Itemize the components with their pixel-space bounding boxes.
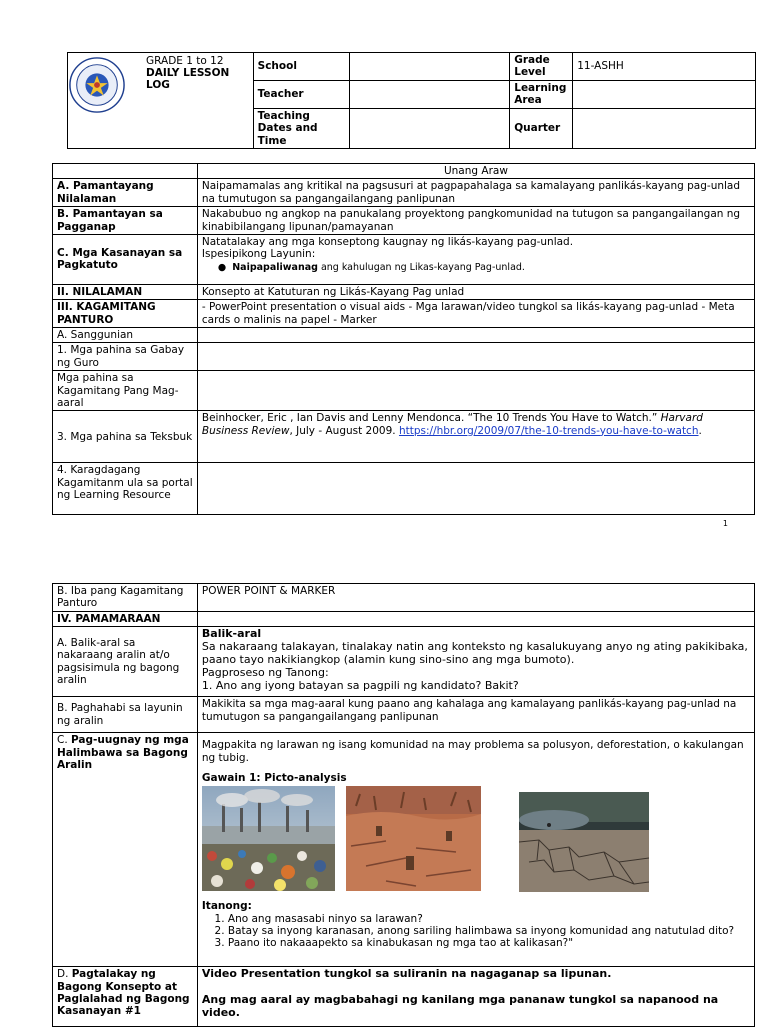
pag-uugnay-cell-label xyxy=(53,733,198,967)
balik-aral-label: A. Balik-aral sa nakaraang aralin at/o pagsisimula ng bagong aralin xyxy=(53,627,198,697)
pamamaraan-label: IV. PAMAMARAAN xyxy=(53,611,198,626)
kasanayan-cell xyxy=(197,234,754,284)
balik-aral-question: 1. Ano ang iyong batayan sa pagpili ng kandidato? Bakit? xyxy=(201,679,519,692)
pagtalakay-cell xyxy=(197,967,754,1027)
teksbuk-link[interactable]: https://hbr.org/2009/07/the-10-trends-you-have-to-watch xyxy=(398,424,699,437)
pagtalakay-label: Pagtalakay ng Bagong Konsepto at Paglalahad ng Bagong Kasanayan #1 xyxy=(57,968,190,1018)
teksbuk-period: . xyxy=(698,424,702,437)
header-logo-cell xyxy=(68,53,254,149)
paghahabi-label: B. Paghahabi sa layunin ng aralin xyxy=(53,697,198,733)
kagamitang-panturo-value: - PowerPoint presentation o visual aids - Mga larawan/video tungkol sa likás-kayang pag-unlad - Meta cards o malinis na papel - Marker xyxy=(197,300,754,328)
picto-images xyxy=(202,786,750,896)
pamantayan-pagganap-value: Nakabubuo ng angkop na panukalang proyektong pangkomunidad na tutugon sa pangangailangan ng kinabibilangang lipunan/pamayanan xyxy=(197,207,754,235)
itanong-list xyxy=(202,913,750,950)
pagproseso-label: Pagproseso ng Tanong: xyxy=(201,666,329,680)
kasanayan-line2: Ispesipikong Layunin: xyxy=(201,248,316,261)
dates-value xyxy=(349,108,510,148)
log-title: DAILY LESSON LOG xyxy=(146,67,230,92)
quarter-value xyxy=(573,108,756,148)
paghahabi-value: Makikita sa mga mag-aaral kung paano ang kahalaga ang kamalayang panlikás-kayang pag-unlad na tumutugon sa pangangailangang panlipunan xyxy=(197,697,754,733)
grade-level-value: 11-ASHH xyxy=(573,53,756,81)
itanong-item: 2. Batay sa inyong karanasan, anong sariling halimbawa sa inyong komunidad ang natutulad dito? xyxy=(228,925,750,937)
balik-aral-text: Sa nakaraang talakayan, tinalakay natin ang konteksto ng kasalukuyang anyo ng ating pakikibaka, paano tayo nakikiangkop (alamin kung sino-sino ang mga bumoto). xyxy=(201,640,748,667)
teksbuk-date: , July - August 2009. xyxy=(289,424,399,437)
learning-area-label: Learning Area xyxy=(510,81,573,109)
teksbuk-journal: Harvard Business Review xyxy=(201,412,703,437)
grade-level-label: Grade Level xyxy=(510,53,573,81)
kasanayan-bullet xyxy=(202,262,750,273)
pamantayang-nilalaman-value: Naipamamalas ang kritikal na pagsusuri at pagpapahalaga sa kamalayang panlikás-kayang pag-unlad na tumutugon sa pangangailangang panlipunan xyxy=(197,179,754,207)
pagtalakay-line1: Video Presentation tungkol sa suliranin na nagaganap sa lipunan. xyxy=(201,967,612,981)
itanong-item: 3. Paano ito nakaaapekto sa kinabukasan ng mga tao at kalikasan?" xyxy=(228,937,750,949)
karagdagang-kagamitan-label: 4. Karagdagang Kagamitanm ula sa portal ng Learning Resource xyxy=(53,463,198,515)
nilalaman-label: II. NILALAMAN xyxy=(53,284,198,299)
pag-uugnay-prefix: C. xyxy=(57,734,72,747)
quarter-label: Quarter xyxy=(510,108,573,148)
header-table xyxy=(67,52,756,149)
kasanayan-line1: Natatalakay ang mga konseptong kaugnay ng likás-kayang pag-unlad. xyxy=(201,235,574,248)
learning-area-value xyxy=(573,81,756,109)
pagtalakay-prefix: D. xyxy=(57,968,72,981)
balik-aral-cell xyxy=(197,627,754,697)
sanggunian-label: A. Sanggunian xyxy=(53,328,198,343)
kasanayan-bullet-bold: Naipapaliwanag xyxy=(232,261,318,273)
teacher-label: Teacher xyxy=(253,81,349,109)
kagamitang-panturo-label: III. KAGAMITANG PANTURO xyxy=(53,300,198,328)
school-label: School xyxy=(253,53,349,81)
bullet-icon: ● xyxy=(217,261,227,273)
nilalaman-value: Konsepto at Katuturan ng Likás-Kayang Pag unlad xyxy=(197,284,754,299)
teksbuk-authors: Beinhocker, Eric , Ian Davis and Lenny Mendonca. “The 10 Trends You Have to Watch.” xyxy=(201,412,661,425)
deped-seal-icon xyxy=(68,56,126,114)
drought-cracked-earth-image xyxy=(519,792,649,892)
pamantayang-nilalaman-label: A. Pamantayang Nilalaman xyxy=(53,179,198,207)
kasanayan-bullet-text: ang kahulugan ng Likas-kayang Pag-unlad. xyxy=(317,261,525,273)
pagtalakay-line2: Ang mag aaral ay magbabahagi ng kanilang mga pananaw tungkol sa napanood na video. xyxy=(201,993,719,1020)
dates-label: Teaching Dates and Time xyxy=(253,108,349,148)
page-number: 1 xyxy=(722,519,728,528)
pag-uugnay-label: Pag-uugnay ng mga Halimbawa sa Bagong Aralin xyxy=(57,734,189,771)
lesson-table-1 xyxy=(52,163,755,515)
lesson-table-2 xyxy=(52,583,755,1027)
day-header: Unang Araw xyxy=(197,164,754,179)
pollution-landfill-image xyxy=(202,786,335,891)
pamantayan-pagganap-label: B. Pamantayan sa Pagganap xyxy=(53,207,198,235)
iba-kagamitan-label: B. Iba pang Kagamitang Panturo xyxy=(53,584,198,612)
teksbuk-label: 3. Mga pahina sa Teksbuk xyxy=(53,411,198,463)
deforestation-image xyxy=(346,786,481,891)
kasanayan-label: C. Mga Kasanayan sa Pagkatuto xyxy=(53,234,198,284)
kagamitang-magaaral-value xyxy=(197,371,754,411)
teacher-value xyxy=(349,81,510,109)
kagamitang-magaaral-label: Mga pahina sa Kagamitang Pang Mag-aaral xyxy=(53,371,198,411)
gabay-guro-label: 1. Mga pahina sa Gabay ng Guro xyxy=(53,343,198,371)
grade-range-text: GRADE 1 to 12 xyxy=(146,55,224,67)
balik-aral-title: Balik-aral xyxy=(201,627,262,641)
pag-uugnay-cell xyxy=(197,733,754,967)
gawain-title: Gawain 1: Picto-analysis xyxy=(201,771,347,784)
pag-uugnay-intro: Magpakita ng larawan ng isang komunidad na may problema sa polusyon, deforestation, o kakulangan ng tubig. xyxy=(201,739,744,764)
school-value xyxy=(349,53,510,81)
iba-kagamitan-value: POWER POINT & MARKER xyxy=(197,584,754,612)
itanong-item: 1. Ano ang masasabi ninyo sa larawan? xyxy=(228,913,750,925)
teksbuk-value xyxy=(197,411,754,463)
pagtalakay-cell-label xyxy=(53,967,198,1027)
karagdagang-kagamitan-value xyxy=(197,463,754,515)
gabay-guro-value xyxy=(197,343,754,371)
itanong-title: Itanong: xyxy=(201,900,252,913)
